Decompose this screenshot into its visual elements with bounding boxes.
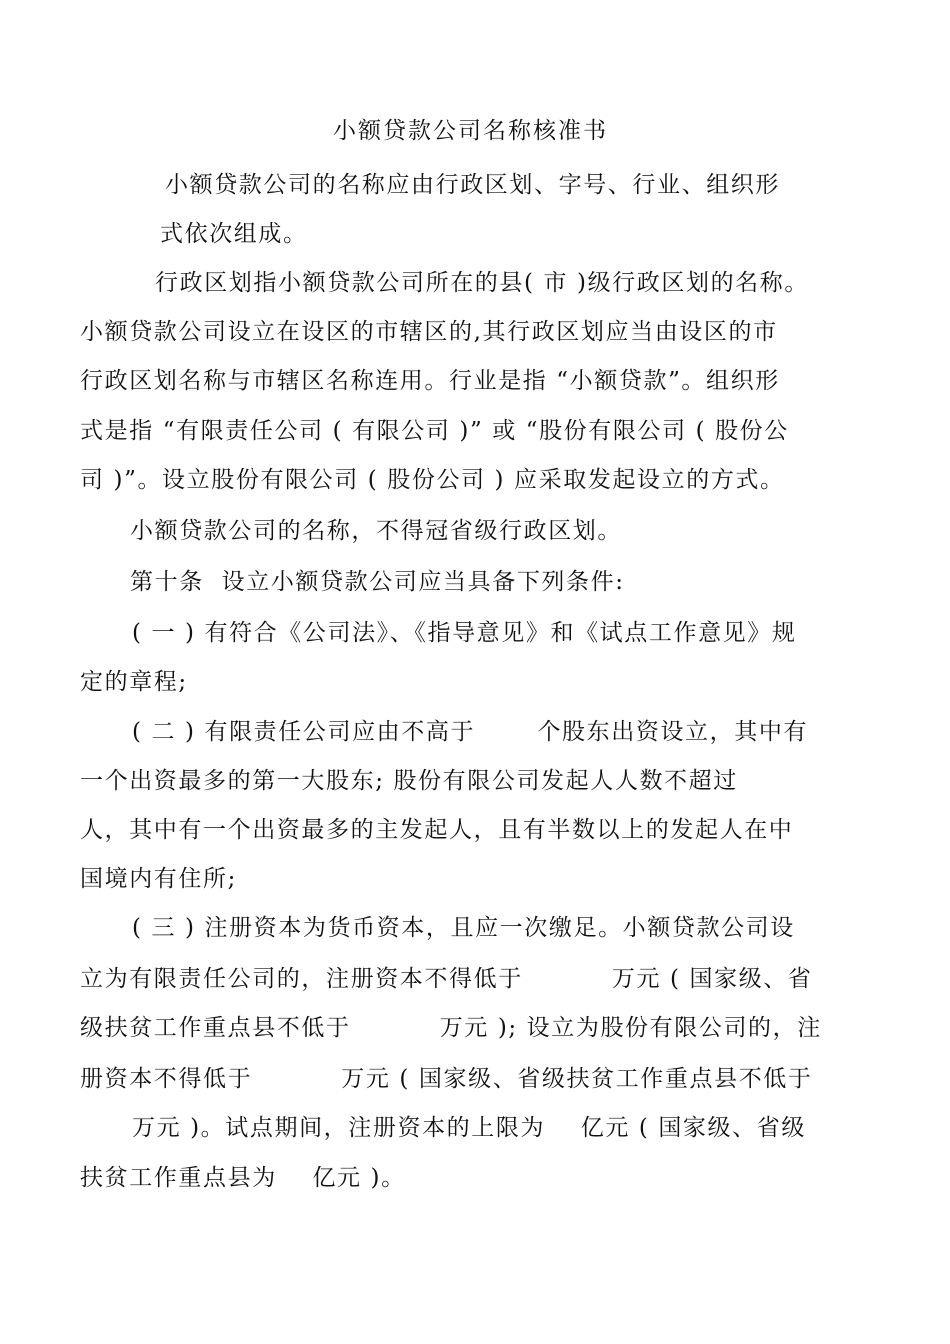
paragraph-line-3: 行政区划指小额贷款公司所在的县( 市 )级行政区划的名称。 bbox=[155, 270, 809, 296]
condition-3-line-3: 级扶贫工作重点县不低于 万元 ); 设立为股份有限公司的，注 bbox=[80, 1015, 822, 1041]
document-title: 小额贷款公司名称核准书 bbox=[333, 118, 608, 144]
condition-2-line-4: 国境内有住所; bbox=[80, 866, 237, 892]
paragraph-line-6: 式是指 “有限责任公司 ( 有限公司 )” 或 “股份有限公司 ( 股份公 bbox=[80, 418, 789, 444]
paragraph-line-5: 行政区划名称与市辖区名称连用。行业是指 “小额贷款”。组织形 bbox=[80, 368, 780, 394]
paragraph-line-4: 小额贷款公司设立在设区的市辖区的,其行政区划应当由设区的市 bbox=[80, 319, 778, 345]
condition-2-line-1: ( 二 ) 有限责任公司应由不高于 个股东出资设立，其中有 bbox=[132, 719, 809, 745]
condition-3-line-6: 扶贫工作重点县为 亿元 )。 bbox=[80, 1165, 406, 1191]
condition-1-line-2: 定的章程; bbox=[80, 669, 188, 695]
condition-1-line-1: ( 一 ) 有符合《公司法》、《指导意见》和《试点工作意见》规 bbox=[132, 620, 797, 646]
paragraph-line-7: 司 )”。设立股份有限公司 ( 股份公司 ) 应采取发起设立的方式。 bbox=[80, 467, 785, 493]
condition-3-line-2: 立为有限责任公司的，注册资本不得低于 万元 ( 国家级、省 bbox=[80, 966, 813, 992]
condition-3-line-5: 万元 )。试点期间，注册资本的上限为 亿元 ( 国家级、省级 bbox=[132, 1115, 806, 1141]
paragraph-line-2: 式依次组成。 bbox=[160, 221, 308, 247]
paragraph-line-8: 小额贷款公司的名称，不得冠省级行政区划。 bbox=[130, 518, 622, 544]
condition-3-line-1: ( 三 ) 注册资本为货币资本，且应一次缴足。小额贷款公司设 bbox=[132, 915, 795, 941]
condition-2-line-3: 人，其中有一个出资最多的主发起人，且有半数以上的发起人在中 bbox=[80, 817, 794, 843]
condition-2-line-2: 一个出资最多的第一大股东; 股份有限公司发起人人数不超过 bbox=[80, 768, 738, 794]
paragraph-line-1: 小额贷款公司的名称应由行政区划、字号、行业、组织形 bbox=[165, 172, 780, 198]
article-heading: 第十条 设立小额贷款公司应当具备下列条件: bbox=[130, 569, 625, 595]
condition-3-line-4: 册资本不得低于 万元 ( 国家级、省级扶贫工作重点县不低于 bbox=[80, 1066, 813, 1092]
